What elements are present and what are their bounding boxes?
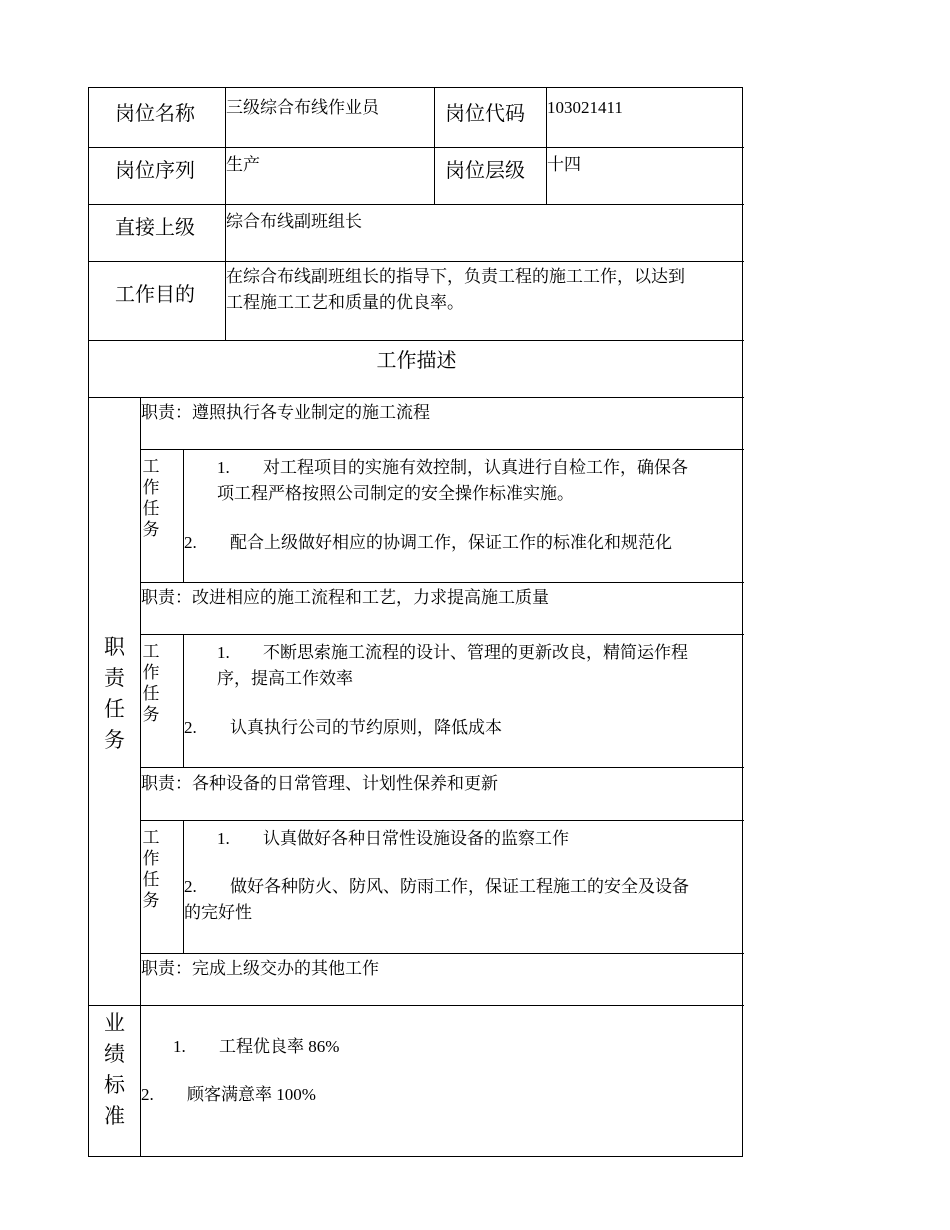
duties-label: 职 责 任 务 bbox=[104, 635, 125, 752]
work-purpose-label: 工作目的 bbox=[115, 282, 195, 306]
row-divider bbox=[140, 634, 744, 635]
duty-title: 职责：改进相应的施工流程和工艺，力求提高施工质量 bbox=[141, 588, 549, 607]
row-divider bbox=[89, 1005, 744, 1006]
task-item-continued: 序，提高工作效率 bbox=[217, 669, 353, 688]
task-item: 2. 做好各种防火、防风、防雨工作，保证工程施工的安全及设备 bbox=[184, 877, 689, 896]
direct-superior-value: 综合布线副班组长 bbox=[226, 212, 362, 231]
task-label: 工 作 任 务 bbox=[142, 642, 160, 725]
work-purpose-line1: 在综合布线副班组长的指导下，负责工程的施工工作，以达到 bbox=[226, 267, 685, 286]
task-item: 1. 对工程项目的实施有效控制，认真进行自检工作，确保各 bbox=[217, 458, 688, 477]
work-purpose-line2: 工程施工工艺和质量的优良率。 bbox=[226, 293, 464, 312]
position-code-label: 岗位代码 bbox=[445, 101, 525, 125]
task-item: 1. 不断思索施工流程的设计、管理的更新改良，精简运作程 bbox=[217, 643, 688, 662]
col-divider bbox=[434, 88, 435, 204]
position-sequence-label: 岗位序列 bbox=[115, 158, 195, 182]
position-name-label: 岗位名称 bbox=[115, 101, 195, 125]
row-divider bbox=[89, 397, 744, 398]
col-divider bbox=[183, 449, 184, 582]
position-name-value: 三级综合布线作业员 bbox=[226, 98, 379, 117]
performance-label: 业 绩 标 准 bbox=[104, 1011, 125, 1128]
position-level-value: 十四 bbox=[547, 155, 581, 174]
task-label: 工 作 任 务 bbox=[142, 828, 160, 911]
duty-title: 职责：各种设备的日常管理、计划性保养和更新 bbox=[141, 774, 498, 793]
position-level-label: 岗位层级 bbox=[445, 158, 525, 182]
task-item-continued: 项工程严格按照公司制定的安全操作标准实施。 bbox=[217, 484, 574, 503]
row-divider bbox=[140, 449, 744, 450]
row-divider bbox=[89, 204, 744, 205]
task-item-continued: 的完好性 bbox=[184, 903, 252, 922]
task-item: 1. 认真做好各种日常性设施设备的监察工作 bbox=[217, 829, 569, 848]
row-divider bbox=[140, 582, 744, 583]
performance-item: 2. 顾客满意率 100% bbox=[141, 1085, 316, 1104]
performance-item: 1. 工程优良率 86% bbox=[173, 1037, 340, 1056]
job-description-table bbox=[88, 87, 743, 1157]
task-item: 2. 配合上级做好相应的协调工作，保证工作的标准化和规范化 bbox=[184, 533, 672, 552]
col-divider bbox=[183, 634, 184, 767]
row-divider bbox=[140, 820, 744, 821]
row-divider bbox=[89, 340, 744, 341]
direct-superior-label: 直接上级 bbox=[115, 215, 195, 239]
position-sequence-value: 生产 bbox=[226, 155, 260, 174]
row-divider bbox=[140, 767, 744, 768]
row-divider bbox=[140, 953, 744, 954]
row-divider bbox=[89, 261, 744, 262]
section-title: 工作描述 bbox=[376, 348, 457, 372]
duty-title: 职责：完成上级交办的其他工作 bbox=[141, 959, 379, 978]
position-code-value: 103021411 bbox=[547, 98, 623, 117]
duty-title: 职责：遵照执行各专业制定的施工流程 bbox=[141, 403, 430, 422]
row-divider bbox=[89, 147, 744, 148]
task-label: 工 作 任 务 bbox=[142, 457, 160, 540]
task-item: 2. 认真执行公司的节约原则，降低成本 bbox=[184, 718, 502, 737]
